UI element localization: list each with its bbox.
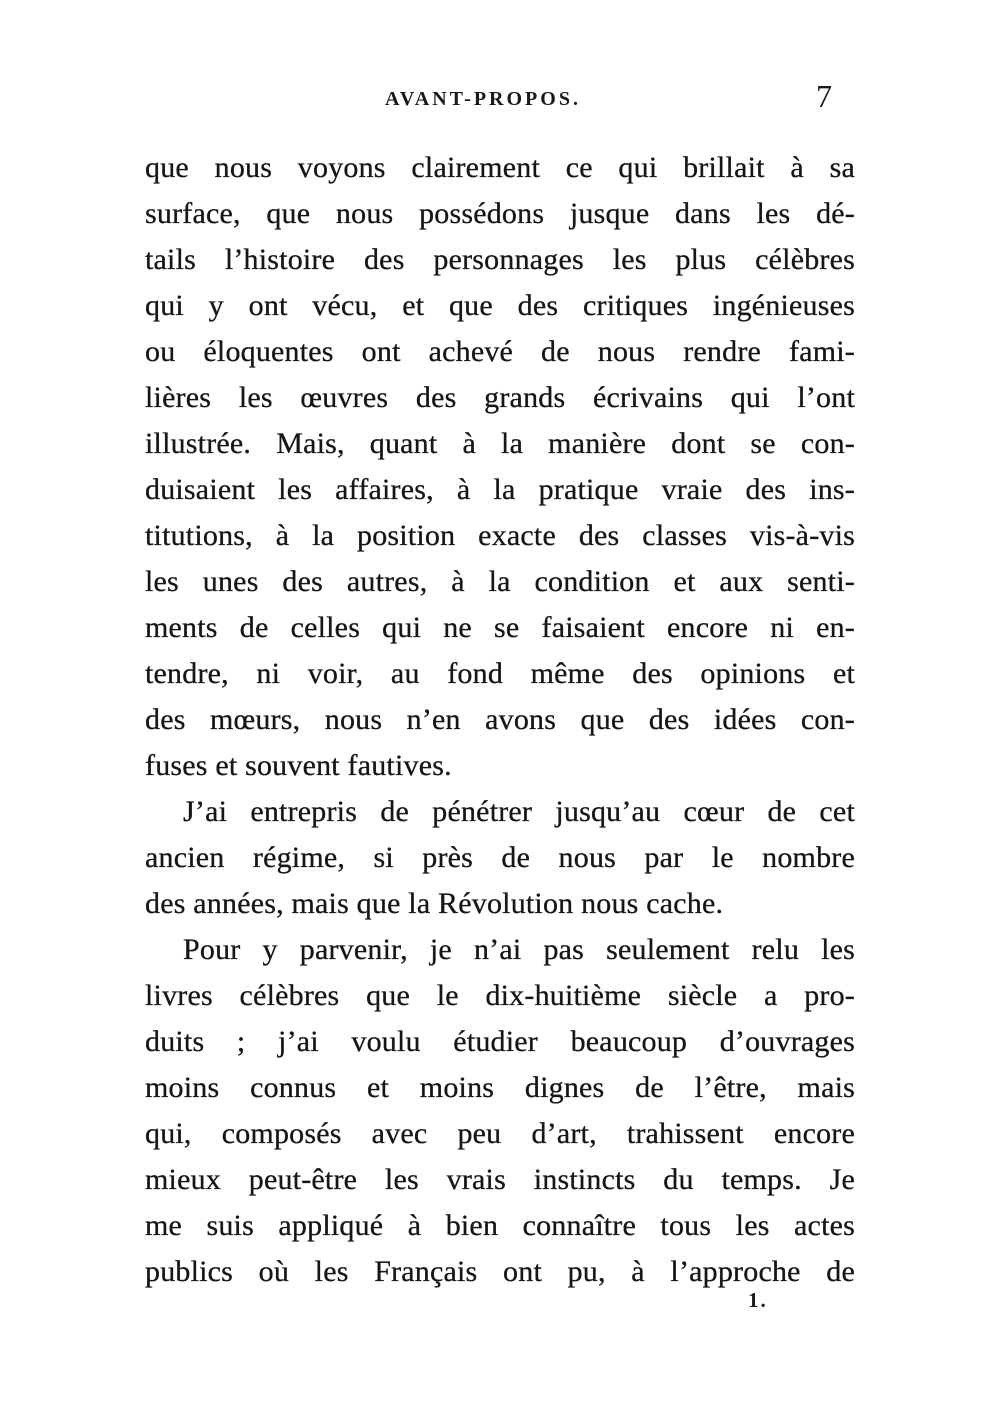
text-line: illustrée. Mais, quant à la manière dont se con- [145, 427, 855, 460]
text-line: mieux peut-être les vrais instincts du temps. Je [145, 1163, 855, 1196]
text-line: ments de celles qui ne se faisaient encore ni en- [145, 611, 855, 644]
text-line: moins connus et moins dignes de l’être, mais [145, 1071, 855, 1104]
text-line: tails l’histoire des personnages les plus célèbres [145, 243, 855, 276]
text-block [145, 145, 855, 1295]
text-line: que nous voyons clairement ce qui brillait à sa [145, 151, 855, 184]
text-line: livres célèbres que le dix-huitième siècle a pro- [145, 979, 855, 1012]
text-line: duits ; j’ai voulu étudier beaucoup d’ouvrages [145, 1025, 855, 1058]
text-line: ancien régime, si près de nous par le nombre [145, 841, 855, 874]
text-line: lières les œuvres des grands écrivains qui l’ont [145, 381, 855, 414]
text-line: fuses et souvent fautives. [145, 749, 452, 782]
text-line: qui, composés avec peu d’art, trahissent encore [145, 1117, 855, 1150]
text-line: ou éloquentes ont achevé de nous rendre fami- [145, 335, 855, 368]
page-number: 7 [816, 78, 832, 114]
text-line: publics où les Français ont pu, à l’approche de [145, 1255, 855, 1288]
page-header [145, 78, 855, 122]
text-line: des mœurs, nous n’en avons que des idées con- [145, 703, 855, 736]
running-title: AVANT-PROPOS. [385, 88, 581, 110]
text-line: surface, que nous possédons jusque dans les dé- [145, 197, 855, 230]
text-line: J’ai entrepris de pénétrer jusqu’au cœur de cet [183, 795, 855, 828]
paragraph [145, 789, 855, 927]
text-line: titutions, à la position exacte des classes vis-à-vis [145, 519, 855, 552]
text-line: me suis appliqué à bien connaître tous les actes [145, 1209, 855, 1242]
text-line: qui y ont vécu, et que des critiques ingénieuses [145, 289, 855, 322]
text-line: tendre, ni voir, au fond même des opinions et [145, 657, 855, 690]
text-line: Pour y parvenir, je n’ai pas seulement relu les [183, 933, 855, 966]
text-line: des années, mais que la Révolution nous cache. [145, 887, 724, 920]
text-line: les unes des autres, à la condition et aux senti- [145, 565, 855, 598]
signature-mark: 1. [748, 1288, 768, 1312]
text-line: duisaient les affaires, à la pratique vraie des ins- [145, 473, 855, 506]
paragraph [145, 145, 855, 789]
paragraph [145, 927, 855, 1295]
